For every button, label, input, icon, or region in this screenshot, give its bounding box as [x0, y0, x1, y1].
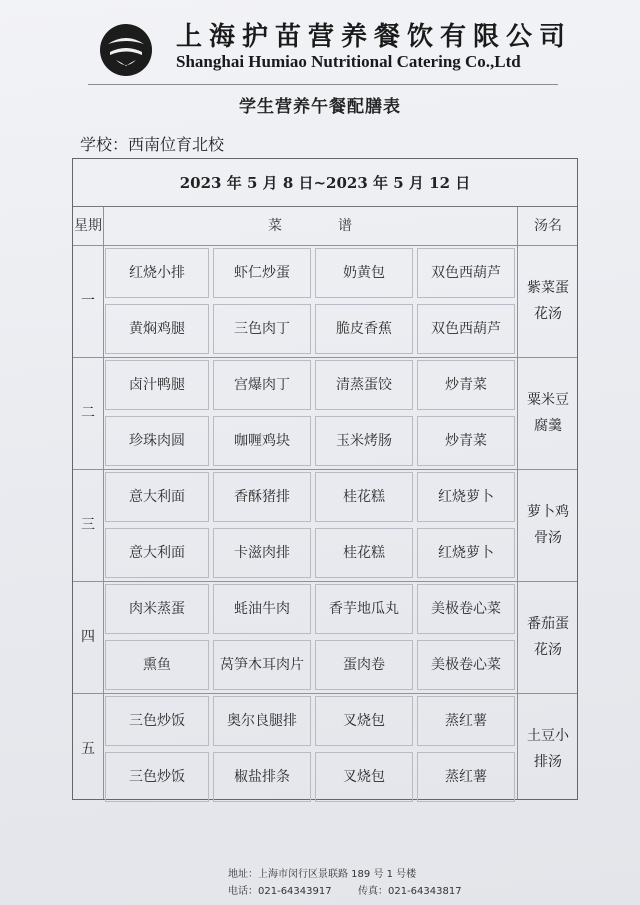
dish-cell: 三色炒饭: [105, 696, 209, 746]
dish-cell: 美极卷心菜: [417, 584, 515, 634]
dish-cell: 意大利面: [105, 472, 209, 522]
footer-address: 地址：上海市闵行区景联路 189 号 1 号楼: [228, 869, 417, 880]
dish-cell: 奥尔良腿排: [213, 696, 311, 746]
dish-cell: 红烧萝卜: [417, 528, 515, 578]
dish-cell: 咖喱鸡块: [213, 416, 311, 466]
dish-cell: 香芋地瓜丸: [315, 584, 413, 634]
weekday-label: 二: [81, 405, 95, 421]
table-gridline: [103, 207, 104, 799]
dish-cell: 桂花糕: [315, 528, 413, 578]
dish-cell: 椒盐排条: [213, 752, 311, 802]
dish-cell: 红烧小排: [105, 248, 209, 298]
dish-cell: 蒸红薯: [417, 696, 515, 746]
footer-fax: 传真：021-64343817: [357, 886, 462, 897]
soup-name: 萝卜鸡骨汤: [527, 504, 569, 546]
date-range-header: 2023 年 5 月 8 日~2023 年 5 月 12 日: [73, 159, 577, 207]
dish-cell: 清蒸蛋饺: [315, 360, 413, 410]
dish-cell: 珍珠肉圆: [105, 416, 209, 466]
dish-cell: 莴笋木耳肉片: [213, 640, 311, 690]
dish-cell: 蛋肉卷: [315, 640, 413, 690]
table-gridline: [73, 469, 577, 470]
dish-cell: 美极卷心菜: [417, 640, 515, 690]
document-title: 学生营养午餐配膳表: [239, 97, 401, 117]
menu-table: [72, 158, 578, 800]
header-divider: [88, 84, 558, 85]
soup-name: 土豆小排汤: [527, 728, 569, 770]
dish-cell: 肉米蒸蛋: [105, 584, 209, 634]
dish-cell: 炒青菜: [417, 360, 515, 410]
table-gridline: [73, 693, 577, 694]
dish-cell: 三色炒饭: [105, 752, 209, 802]
dish-cell: 叉烧包: [315, 696, 413, 746]
dish-cell: 双色西葫芦: [417, 304, 515, 354]
soup-name: 番茄蛋花汤: [527, 616, 569, 658]
company-name-chinese: 上海护苗营养餐饮有限公司: [176, 22, 573, 52]
company-logo-icon: [98, 22, 154, 78]
table-gridline: [73, 245, 577, 246]
soup-name: 粟米豆腐羹: [527, 392, 569, 434]
weekday-column-header: 星期: [74, 218, 102, 234]
dish-cell: 红烧萝卜: [417, 472, 515, 522]
dish-cell: 熏鱼: [105, 640, 209, 690]
dish-cell: 三色肉丁: [213, 304, 311, 354]
dish-cell: 意大利面: [105, 528, 209, 578]
dish-cell: 宫爆肉丁: [213, 360, 311, 410]
weekday-label: 一: [81, 293, 95, 309]
dish-cell: 黄焖鸡腿: [105, 304, 209, 354]
dish-cell: 蒸红薯: [417, 752, 515, 802]
dish-cell: 脆皮香蕉: [315, 304, 413, 354]
table-gridline: [73, 357, 577, 358]
company-name-english: Shanghai Humiao Nutritional Catering Co.,Ltd: [176, 52, 521, 71]
table-gridline: [73, 581, 577, 582]
dishes-column-header: 菜 谱: [268, 218, 352, 234]
dish-cell: 叉烧包: [315, 752, 413, 802]
dish-cell: 卡滋肉排: [213, 528, 311, 578]
dish-cell: 虾仁炒蛋: [213, 248, 311, 298]
dish-cell: 玉米烤肠: [315, 416, 413, 466]
soup-name: 紫菜蛋花汤: [527, 280, 569, 322]
dish-cell: 桂花糕: [315, 472, 413, 522]
dish-cell: 卤汁鸭腿: [105, 360, 209, 410]
footer-contact: [228, 866, 462, 900]
dish-cell: 双色西葫芦: [417, 248, 515, 298]
weekday-label: 五: [81, 741, 95, 757]
dish-cell: 奶黄包: [315, 248, 413, 298]
school-name: 学校：西南位育北校: [80, 135, 225, 154]
weekday-label: 四: [81, 629, 95, 645]
soup-column-header: 汤名: [534, 218, 562, 234]
weekday-label: 三: [81, 517, 95, 533]
dish-cell: 蚝油牛肉: [213, 584, 311, 634]
footer-phone: 电话：021-64343917: [228, 886, 332, 897]
dish-cell: 香酥猪排: [213, 472, 311, 522]
dish-cell: 炒青菜: [417, 416, 515, 466]
